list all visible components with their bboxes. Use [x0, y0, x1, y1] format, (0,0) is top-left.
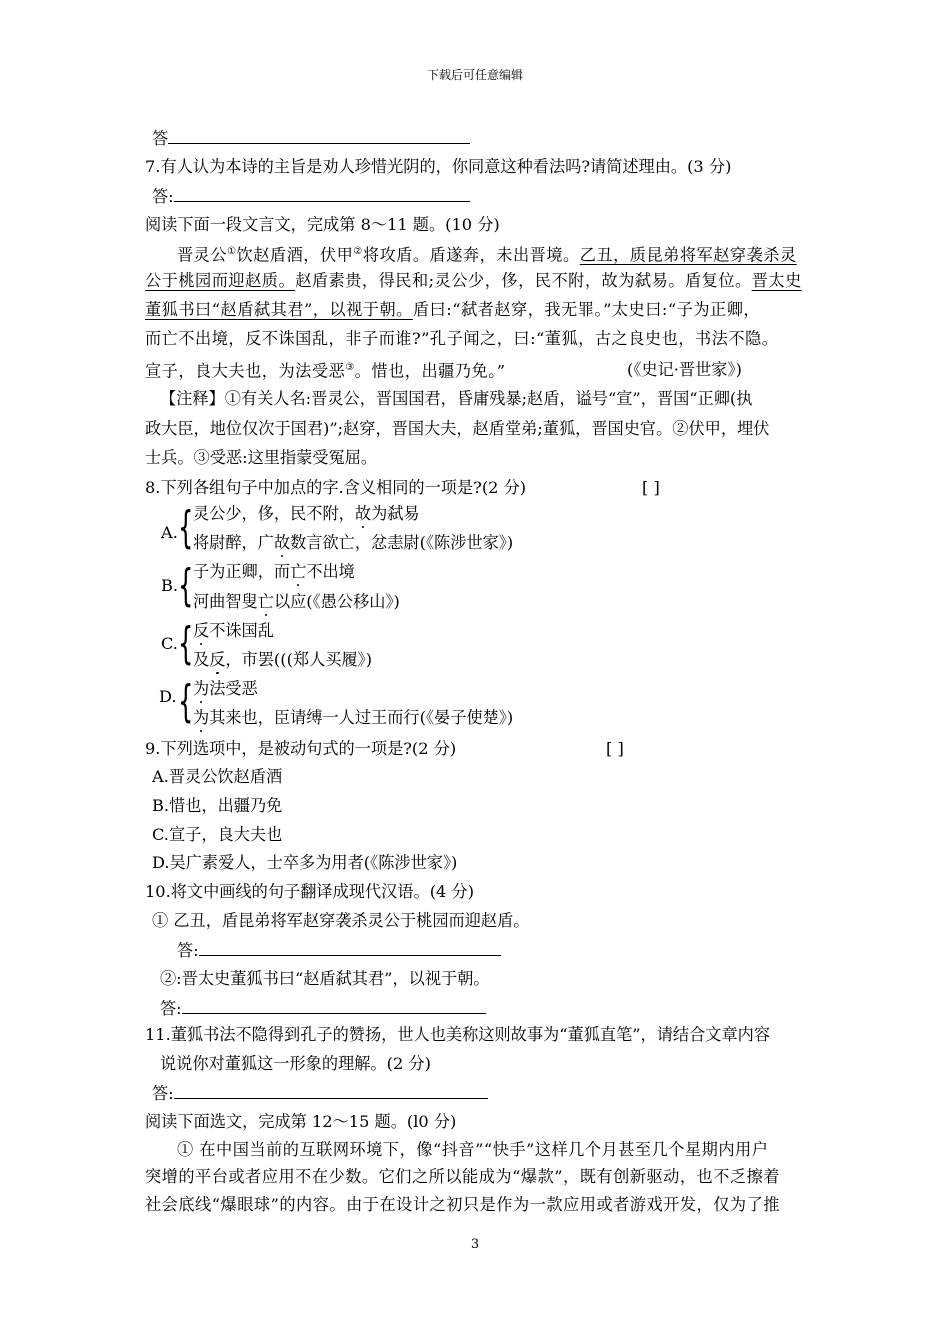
footnote-mark: ② — [353, 246, 363, 257]
passage1-line3 — [145, 299, 760, 321]
text: 饮赵盾酒，伏甲 — [236, 245, 354, 265]
text: ，市罢(((郑人买履》) — [225, 650, 373, 669]
q8-option-b-sentence2 — [193, 591, 400, 613]
text: 以应(《愚公移山》) — [273, 592, 400, 611]
text: 数言欲亡，忿恚尉(《陈涉世家》) — [290, 533, 514, 552]
q8-option-d-sentence2 — [193, 707, 513, 729]
q11-question-line1: 11.董狐书法不隐得到孔子的赞扬，世人也美称这则故事为“董狐直笔”，请结合文章内容 — [145, 1025, 771, 1044]
dotted-char: 反 — [193, 621, 210, 640]
brace-icon: { — [178, 618, 194, 669]
dotted-char: 亡 — [290, 562, 307, 581]
text: 。惜也，出疆乃免。” — [354, 361, 506, 381]
text: 宣子，良大夫也，为法受恶 — [145, 361, 346, 381]
notes-line2: 政大臣，地位仅次于国君)”;赵穿，晋国大夫，赵盾堂弟;董狐，晋国史官。②伏甲，埋伏 — [145, 419, 770, 438]
passage1-intro: 阅读下面一段文言文，完成第 8～11 题。(10 分) — [145, 215, 500, 234]
q10-sentence2: ②:晋太史董狐书曰“赵盾弑其君”，以视于朝。 — [160, 969, 490, 988]
dotted-char: 亡 — [257, 592, 274, 611]
passage1-line4: 而亡不出境，反不诛国乱，非子而谁?”孔子闻之，曰:“董狐，古之良史也，书法不隐。 — [145, 329, 779, 348]
text: 及 — [193, 650, 210, 669]
q8-option-a-sentence1 — [193, 503, 420, 525]
text: 将攻盾。盾遂奔，未出晋境。 — [362, 245, 580, 265]
q10-answer1 — [177, 939, 501, 962]
q8-question: 8.下列各组句子中加点的字.含义相同的一项是?(2 分) — [145, 478, 527, 497]
text: 不出境 — [306, 562, 355, 581]
dotted-char: 为 — [193, 708, 210, 727]
text: 将尉醉，广 — [193, 533, 274, 552]
q8-option-a-sentence2 — [193, 532, 513, 554]
dotted-char: 为 — [193, 679, 210, 698]
passage2-intro: 阅读下面选文，完成第 12～15 题。(l0 分) — [145, 1112, 457, 1131]
passage1-line2 — [145, 270, 802, 292]
text: 法受恶 — [209, 679, 258, 698]
brace-icon: { — [178, 560, 194, 611]
dotted-char: 反 — [209, 650, 226, 669]
q8-option-c-label[interactable]: C. — [161, 634, 178, 653]
footnote-mark: ③ — [345, 362, 355, 373]
q8-option-c-sentence2 — [193, 649, 372, 671]
passage2-line3: 社会底线“爆眼球”的内容。由于在设计之初只是作为一款应用或者游戏开发，仅为了推 — [145, 1195, 780, 1214]
q9-option-d[interactable]: D.吴广素爱人，士卒多为用者(《陈涉世家》) — [152, 853, 458, 872]
brace-icon: { — [178, 676, 194, 727]
text: 子为正卿，而 — [193, 562, 291, 581]
q9-option-c[interactable]: C.宣子，良大夫也 — [152, 825, 283, 844]
answer-blank[interactable] — [199, 939, 501, 956]
answer-blank[interactable] — [174, 1082, 488, 1099]
q8-answer-bracket[interactable]: [ ] — [642, 478, 660, 497]
dotted-char: 故 — [273, 533, 291, 552]
dotted-char: 故 — [354, 504, 372, 523]
text: 河曲智叟 — [193, 592, 258, 611]
answer-blank[interactable] — [174, 185, 470, 202]
notes-line3: 士兵。③受恶:这里指蒙受冤屈。 — [145, 448, 378, 467]
text: 晋灵公 — [177, 245, 228, 265]
q6-answer — [152, 127, 470, 150]
q10-answer2 — [160, 997, 486, 1020]
q9-answer-bracket[interactable]: [ ] — [606, 739, 624, 758]
answer-label: 答: — [152, 187, 174, 206]
underlined-sentence: 公于桃园而迎赵质。 — [145, 271, 296, 290]
underlined-sentence: 乙丑，质昆弟将军赵穿袭杀灵 — [579, 245, 797, 265]
q10-question: 10.将文中画线的句子翻译成现代汉语。(4 分) — [145, 882, 475, 901]
q9-question: 9.下列选项中，是被动句式的一项是?(2 分) — [145, 739, 457, 758]
q9-option-b[interactable]: B.惜也，出疆乃免 — [152, 796, 283, 815]
q8-option-b-sentence1 — [193, 561, 355, 583]
underlined-sentence: 董狐书曰“赵盾弑其君”，以视于朝。 — [145, 300, 413, 319]
passage2-line2: 突增的平台或者应用不在少数。它们之所以能成为“爆款”，既有创新驱动，也不乏擦着 — [145, 1167, 780, 1186]
answer-blank[interactable] — [168, 127, 470, 144]
answer-label: 答: — [152, 1084, 174, 1103]
q7-answer — [152, 185, 470, 208]
underlined-sentence: 晋太史 — [751, 271, 802, 290]
text: 灵公少，侈，民不附， — [193, 504, 355, 523]
q7-question: 7.有人认为本诗的主旨是劝人珍惜光阴的，你同意这种看法吗?请简述理由。(3 分) — [145, 157, 732, 176]
passage1-source: (《史记·晋世家》) — [627, 360, 742, 379]
answer-label: 答 — [152, 129, 169, 148]
passage1-line1 — [177, 241, 797, 266]
text: 盾曰:“弑者赵穿，我无罪。”太史曰:“子为正卿， — [412, 300, 761, 319]
answer-label: 答: — [160, 999, 182, 1018]
text: 赵盾素贵，得民和;灵公少，侈，民不附，故为弑易。盾复位。 — [295, 271, 752, 290]
q8-option-d-label[interactable]: D. — [159, 687, 177, 706]
footnote-mark: ① — [227, 246, 237, 257]
text: 其来也，臣请缚一人过王而行(《晏子使楚》) — [209, 708, 514, 727]
text: 不诛国乱 — [209, 621, 274, 640]
page-header: 下载后可任意编辑 — [426, 68, 523, 82]
q8-option-a-label[interactable]: A. — [161, 523, 178, 542]
brace-icon: { — [178, 502, 194, 553]
passage1-line5 — [145, 357, 506, 382]
answer-blank[interactable] — [182, 997, 486, 1014]
answer-label: 答: — [177, 941, 199, 960]
q10-sentence1: ① 乙丑，盾昆弟将军赵穿袭杀灵公于桃园而迎赵盾。 — [152, 911, 530, 930]
page-number: 3 — [470, 1237, 480, 1252]
q11-question-line2: 说说你对董狐这一形象的理解。(2 分) — [160, 1054, 431, 1073]
passage2-line1: ① 在中国当前的互联网环境下，像“抖音”“快手”这样几个月甚至几个星期内用户 — [177, 1140, 769, 1159]
notes-line1: 【注释】①有关人名:晋灵公，晋国国君，昏庸残暴;赵盾，谥号“宣”，晋国“正卿(执 — [160, 389, 753, 408]
q11-answer — [152, 1082, 488, 1105]
q8-option-b-label[interactable]: B. — [161, 576, 179, 595]
q8-option-c-sentence1 — [193, 620, 274, 642]
q9-option-a[interactable]: A.晋灵公饮赵盾酒 — [152, 767, 283, 786]
q8-option-d-sentence1 — [193, 678, 258, 700]
text: 为弑易 — [371, 504, 420, 523]
